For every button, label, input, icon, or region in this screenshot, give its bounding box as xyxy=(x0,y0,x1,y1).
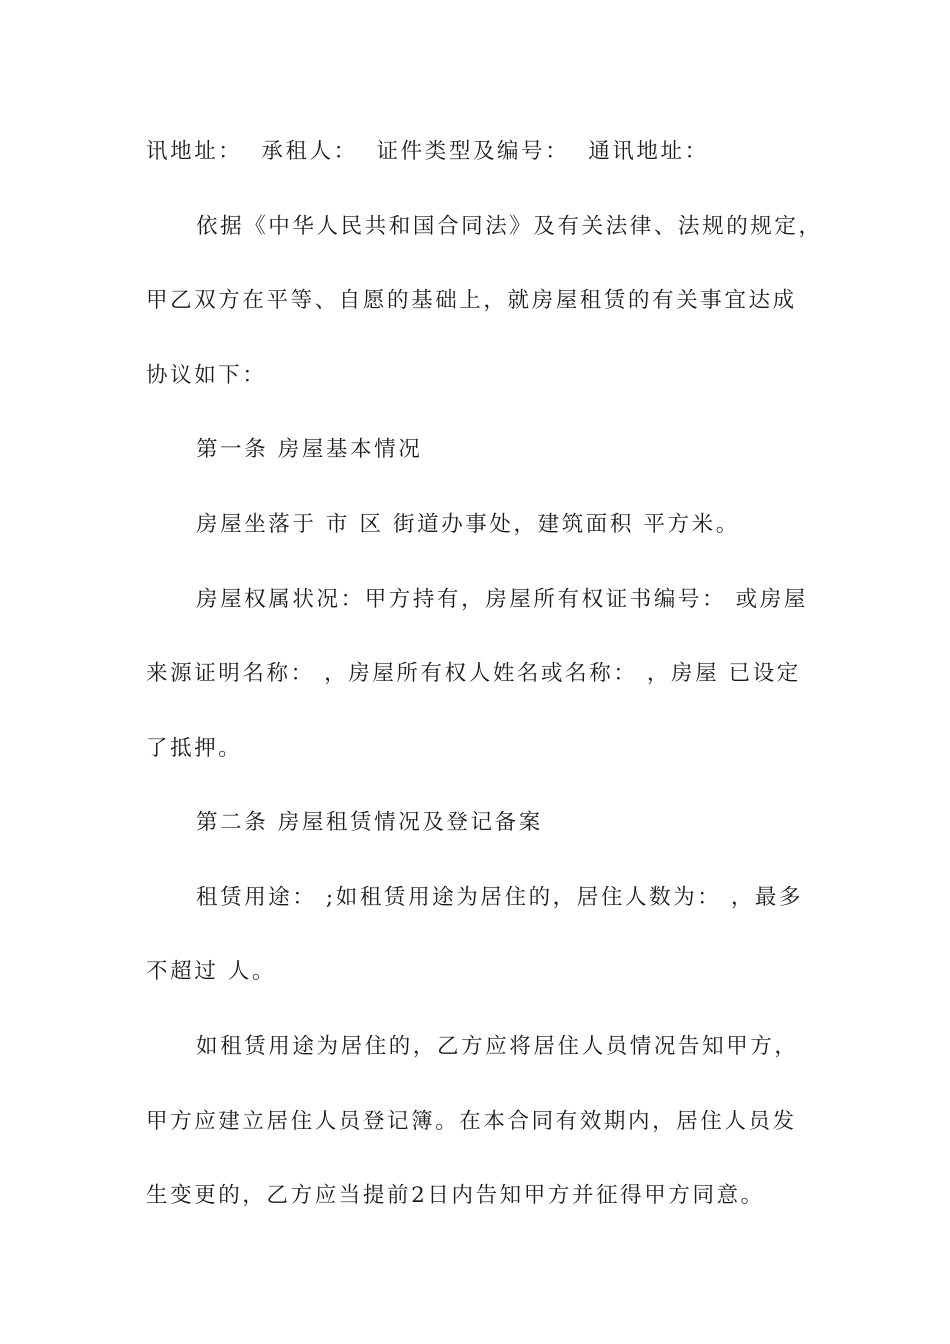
lease-purpose-end: 不超过 人。 xyxy=(146,959,276,984)
article-2-heading: 第二条 房屋租赁情况及登记备案 xyxy=(196,810,543,835)
paragraph-basis-cont: 甲乙双方在平等、自愿的基础上，就房屋租赁的有关事宜达成 xyxy=(146,288,797,313)
article-1-heading: 第一条 房屋基本情况 xyxy=(196,437,423,462)
residents-notice: 如租赁用途为居住的，乙方应将居住人员情况告知甲方， xyxy=(196,1034,799,1059)
text-line-address: 讯地址： 承租人： 证件类型及编号： 通讯地址： xyxy=(146,139,709,164)
paragraph-basis-end: 协议如下： xyxy=(146,363,267,388)
lease-purpose: 租赁用途： ;如租赁用途为居住的，居住人数为： ，最多 xyxy=(196,885,804,910)
ownership-status-end: 了抵押。 xyxy=(146,736,243,761)
residents-register: 甲方应建立居住人员登记簿。在本合同有效期内，居住人员发 xyxy=(146,1109,797,1134)
residents-change: 生变更的，乙方应当提前2日内告知甲方并征得甲方同意。 xyxy=(146,1183,765,1208)
paragraph-basis: 依据《中华人民共和国合同法》及有关法律、法规的规定， xyxy=(196,214,823,239)
property-location: 房屋坐落于 市 区 街道办事处，建筑面积 平方米。 xyxy=(196,512,740,537)
ownership-status-cont: 来源证明名称： ，房屋所有权人姓名或名称： ，房屋 已设定 xyxy=(146,661,801,686)
ownership-status: 房屋权属状况：甲方持有，房屋所有权证书编号： 或房屋 xyxy=(196,587,808,612)
